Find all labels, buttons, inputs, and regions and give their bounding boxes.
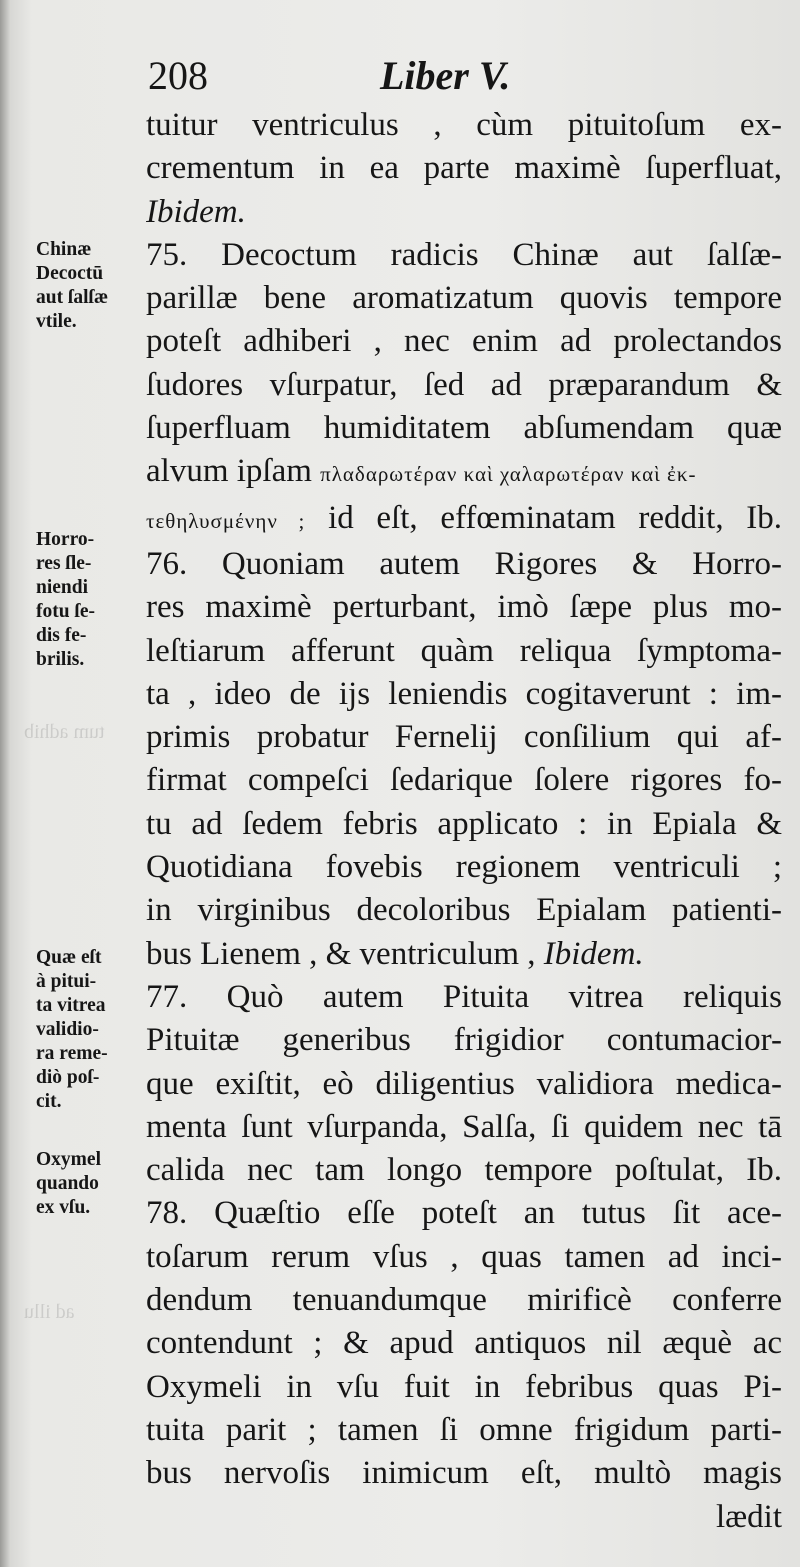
bleed-through-mark: ad illu — [24, 1301, 75, 1323]
text-line: parillæ bene aromatizatum quovis tempore — [146, 280, 782, 317]
text-line: ta , ideo de ijs leniendis cogitaverunt : im- — [146, 675, 782, 712]
text-line: tuitur ventriculus , cùm pituitoſum ex- — [146, 107, 782, 143]
text-line: bus Lienem , & ventriculum , Ibidem. — [146, 935, 644, 972]
text-line: ſudores vſurpatur, ſed ad præparandum & — [146, 366, 782, 403]
text-line: 76. Quoniam autem Rigores & Horro- — [146, 545, 782, 582]
text-line: crementum in ea parte maximè ſuperfluat, — [146, 150, 782, 187]
text-line: Oxymeli in vſu fuit in febribus quas Pi- — [146, 1368, 782, 1405]
text-line: in virginibus decoloribus Epialam patienti- — [146, 892, 782, 929]
main-text — [146, 104, 782, 1539]
greek-text: τεθηλυσμένην ; — [146, 508, 306, 533]
margin-note-china: Chinæ Decoctū aut ſalſæ vtile. — [36, 239, 109, 332]
text-line: tu ad ſedem febris applicato : in Epiala & — [146, 805, 782, 842]
text-line: τεθηλυσμένην ; id eſt, effœminatam reddit, Ib. — [146, 499, 782, 536]
bleed-through-mark: tum adhib — [24, 721, 105, 743]
text-line: Pituitæ generibus frigidior contumacior- — [146, 1022, 782, 1059]
text-line: leſtiarum afferunt quàm reliqua ſymptoma- — [146, 632, 782, 669]
text-line: dendum tenuandumque mirificè conferre — [146, 1282, 782, 1319]
text-line: bus nervoſis inimicum eſt, multò magis — [146, 1455, 782, 1492]
page-header — [148, 48, 568, 108]
greek-text: πλαδαρωτέραν καὶ χαλαρωτέραν καὶ ἐκ- — [320, 462, 697, 487]
margin-note-horrores: Horro- res ſle- niendi fotu ſe- dis fe- brilis. — [36, 529, 96, 670]
text-line: 75. Decoctum radicis Chinæ aut ſalſæ- — [146, 236, 782, 273]
text-line: contendunt ; & apud antiquos nil æquè ac — [146, 1325, 782, 1362]
text-line: primis probatur Fernelij conſilium qui af- — [146, 719, 782, 756]
text-line: res maximè perturbant, imò ſæpe plus mo- — [146, 589, 782, 626]
text-line: firmat compeſci ſedarique ſolere rigores fo- — [146, 762, 782, 799]
text-line: tuita parit ; tamen ſi omne frigidum parti- — [146, 1411, 782, 1448]
running-head: Liber V. — [380, 53, 511, 98]
page-number: 208 — [148, 53, 208, 98]
text-line: menta ſunt vſurpanda, Salſa, ſi quidem nec tā — [146, 1108, 782, 1145]
margin-note-oxymel: Oxymel quando ex vſu. — [36, 1149, 101, 1218]
text-line: ſuperfluam humiditatem abſumendam quæ — [146, 410, 782, 447]
text-line: poteſt adhiberi , nec enim ad prolectandos — [146, 323, 782, 360]
text-line: Ibidem. — [146, 193, 246, 230]
text-line: alvum ipſam πλαδαρωτέραν καὶ χαλαρωτέραν καὶ ἐκ- — [146, 453, 697, 490]
catchword: lædit — [715, 1498, 782, 1535]
text-line: 78. Quæſtio eſſe poteſt an tutus ſit ace- — [146, 1195, 782, 1232]
text-line: calida nec tam longo tempore poſtulat, Ib. — [146, 1152, 782, 1189]
text-line: que exiſtit, eò diligentius validiora medica- — [146, 1065, 782, 1102]
text-line: toſarum rerum vſus , quas tamen ad inci- — [146, 1238, 782, 1275]
text-line: Quotidiana fovebis regionem ventriculi ; — [146, 849, 782, 886]
page-gutter-shadow — [0, 0, 10, 1567]
margin-note-pituita: Quæ eſt à pitui- ta vitrea validio- ra reme- diò poſ- cit. — [36, 947, 108, 1112]
text-line: 77. Quò autem Pituita vitrea reliquis — [146, 978, 782, 1015]
